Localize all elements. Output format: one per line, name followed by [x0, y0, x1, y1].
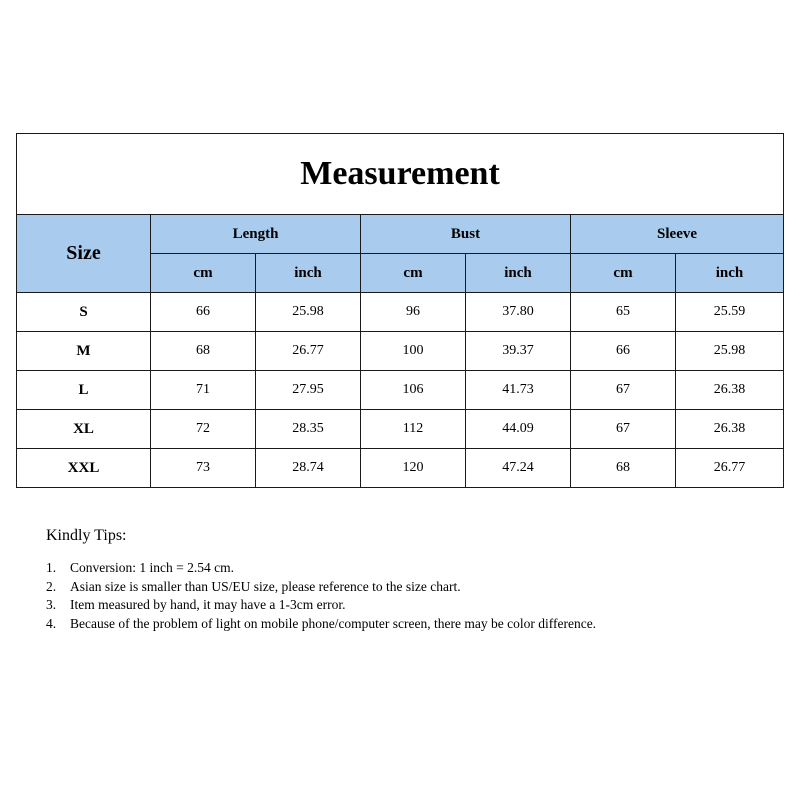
sleeve-header: Sleeve — [571, 215, 784, 254]
length-cm-cell: 72 — [151, 410, 256, 449]
list-text: Item measured by hand, it may have a 1-3cm error. — [70, 597, 346, 612]
size-cell: S — [17, 293, 151, 332]
length-cm-cell: 68 — [151, 332, 256, 371]
bust-header: Bust — [361, 215, 571, 254]
bust-cm-cell: 120 — [361, 449, 466, 488]
list-item — [46, 578, 646, 597]
bust-cm-cell: 112 — [361, 410, 466, 449]
kindly-tips — [46, 527, 646, 633]
length-inch-cell: 28.35 — [256, 410, 361, 449]
sleeve-inch-cell: 26.38 — [676, 371, 784, 410]
sleeve-inch-cell: 26.38 — [676, 410, 784, 449]
list-number: 4. — [46, 615, 57, 631]
bust-inch-cell: 47.24 — [466, 449, 571, 488]
sleeve-inch-cell: 26.77 — [676, 449, 784, 488]
bust-cm-cell: 100 — [361, 332, 466, 371]
list-text: Conversion: 1 inch = 2.54 cm. — [70, 560, 234, 575]
table-row — [17, 332, 784, 371]
sleeve-cm-cell: 67 — [571, 371, 676, 410]
sleeve-cm-cell: 66 — [571, 332, 676, 371]
sleeve-inch-header: inch — [676, 254, 784, 293]
sleeve-inch-cell: 25.59 — [676, 293, 784, 332]
sleeve-cm-cell: 65 — [571, 293, 676, 332]
bust-inch-cell: 41.73 — [466, 371, 571, 410]
length-cm-cell: 73 — [151, 449, 256, 488]
list-item — [46, 559, 646, 578]
size-cell: XL — [17, 410, 151, 449]
length-inch-header: inch — [256, 254, 361, 293]
length-inch-cell: 26.77 — [256, 332, 361, 371]
bust-inch-cell: 39.37 — [466, 332, 571, 371]
list-text: Asian size is smaller than US/EU size, please reference to the size chart. — [70, 578, 461, 594]
length-cm-cell: 71 — [151, 371, 256, 410]
bust-inch-header: inch — [466, 254, 571, 293]
sleeve-inch-cell: 25.98 — [676, 332, 784, 371]
table-row — [17, 293, 784, 332]
sleeve-cm-header: cm — [571, 254, 676, 293]
table-title: Measurement — [17, 134, 784, 215]
bust-inch-cell: 44.09 — [466, 410, 571, 449]
table-row — [17, 449, 784, 488]
size-header: Size — [17, 215, 151, 293]
size-chart-table — [16, 133, 784, 488]
group-header-row — [17, 215, 784, 254]
title-row — [17, 134, 784, 215]
bust-inch-cell: 37.80 — [466, 293, 571, 332]
list-number: 2. — [46, 578, 57, 594]
length-inch-cell: 25.98 — [256, 293, 361, 332]
length-cm-cell: 66 — [151, 293, 256, 332]
sleeve-cm-cell: 68 — [571, 449, 676, 488]
list-text: Because of the problem of light on mobile phone/computer screen, there may be color difference. — [70, 615, 597, 631]
list-item — [46, 596, 646, 615]
size-cell: L — [17, 371, 151, 410]
list-number: 1. — [46, 560, 57, 575]
length-cm-header: cm — [151, 254, 256, 293]
length-inch-cell: 27.95 — [256, 371, 361, 410]
size-cell: XXL — [17, 449, 151, 488]
tips-list — [46, 559, 646, 633]
length-inch-cell: 28.74 — [256, 449, 361, 488]
length-header: Length — [151, 215, 361, 254]
list-number: 3. — [46, 597, 57, 612]
bust-cm-cell: 96 — [361, 293, 466, 332]
table-row — [17, 371, 784, 410]
list-item — [46, 615, 646, 634]
table-row — [17, 410, 784, 449]
tips-title: Kindly Tips: — [46, 527, 127, 544]
bust-cm-cell: 106 — [361, 371, 466, 410]
sleeve-cm-cell: 67 — [571, 410, 676, 449]
bust-cm-header: cm — [361, 254, 466, 293]
size-cell: M — [17, 332, 151, 371]
